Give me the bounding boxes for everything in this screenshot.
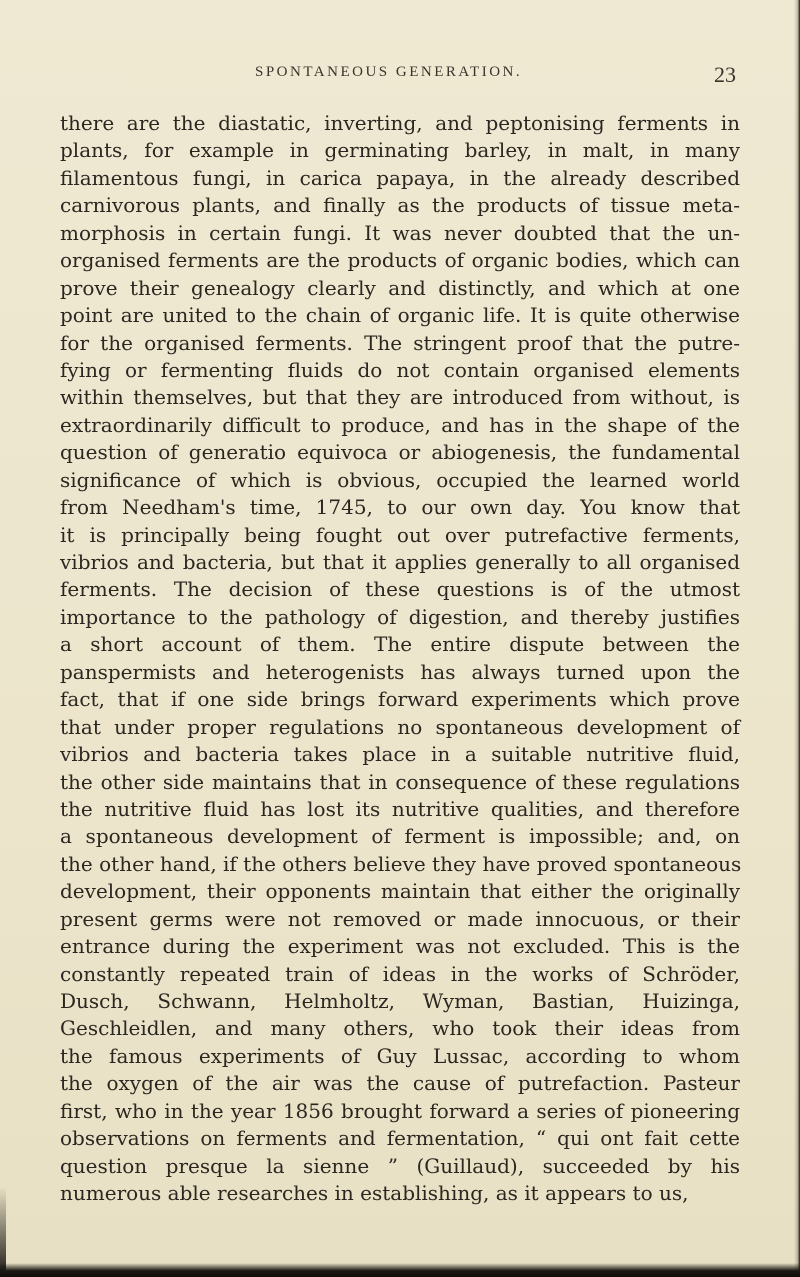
text-line: vibrios and bacteria, but that it applies generally to all organised — [60, 550, 740, 574]
text-line: prove their genealogy clearly and distinctly, and which at one — [60, 275, 740, 300]
page-number: 23 — [714, 62, 736, 87]
text-line: it is principally being fought out over putrefactive ferments, — [60, 522, 740, 547]
text-line: development, their opponents maintain that either the originally — [60, 879, 740, 904]
text-line: question of generatio equivoca or abiogenesis, the fundamental — [60, 440, 740, 465]
text-line: significance of which is obvious, occupied the learned world — [60, 467, 740, 492]
text-line: present germs were not removed or made innocuous, or their — [60, 906, 740, 931]
text-line: organised ferments are the products of organic bodies, which can — [60, 248, 740, 273]
text-line: the other hand, if the others believe they have proved spontaneous — [60, 851, 742, 876]
text-line: ferments. The decision of these questions is of the utmost — [60, 577, 740, 602]
text-line: fact, that if one side brings forward experiments which prove — [60, 687, 740, 712]
text-line: the other side maintains that in consequence of these regulations — [60, 769, 740, 794]
text-line: there are the diastatic, inverting, and peptonising ferments in — [60, 111, 740, 135]
text-line: panspermists and heterogenists has always turned upon the — [60, 659, 740, 684]
text-line: the oxygen of the air was the cause of putrefaction. Pasteur — [60, 1071, 740, 1096]
text-line: importance to the pathology of digestion, and thereby justifies — [60, 604, 740, 629]
text-line: for the organised ferments. The stringent proof that the putre- — [60, 330, 740, 355]
text-line: observations on ferments and fermentation, “ qui ont fait cette — [60, 1126, 740, 1151]
text-line: fying or fermenting fluids do not contain organised elements — [60, 357, 740, 382]
running-title: SPONTANEOUS GENERATION. — [255, 64, 523, 80]
text-line: numerous able researches in establishing, as it appears to us, — [60, 1181, 689, 1206]
text-line: carnivorous plants, and finally as the products of tissue meta- — [60, 193, 740, 218]
text-line: first, who in the year 1856 brought forward a series of pioneering — [60, 1098, 740, 1123]
page-header — [0, 62, 800, 92]
text-line: a short account of them. The entire dispute between the — [60, 632, 740, 657]
page-bottom-shadow — [0, 1263, 800, 1277]
text-line: plants, for example in germinating barley, in malt, in many — [60, 138, 740, 163]
text-line: vibrios and bacteria takes place in a suitable nutritive fluid, — [60, 742, 740, 767]
text-line: the nutritive fluid has lost its nutritive qualities, and therefore — [60, 796, 740, 821]
text-line: extraordinarily difficult to produce, and has in the shape of the — [60, 412, 740, 437]
text-line: morphosis in certain fungi. It was never doubted that the un- — [60, 220, 740, 245]
text-line: within themselves, but that they are introduced from without, is — [60, 385, 740, 410]
body-text — [60, 110, 740, 1208]
text-line: that under proper regulations no spontaneous development of — [60, 714, 740, 739]
text-line: a spontaneous development of ferment is impossible; and, on — [60, 824, 740, 849]
text-line: constantly repeated train of ideas in the works of Schröder, — [60, 961, 740, 986]
text-line: filamentous fungi, in carica papaya, in the already described — [60, 165, 740, 190]
page-edge-shadow — [794, 0, 800, 1277]
text-line: the famous experiments of Guy Lussac, according to whom — [60, 1043, 740, 1068]
text-line: entrance during the experiment was not excluded. This is the — [60, 934, 740, 959]
text-line: Dusch, Schwann, Helmholtz, Wyman, Bastian, Huizinga, — [60, 989, 740, 1013]
text-line: from Needham's time, 1745, to our own day. You know that — [60, 495, 740, 520]
text-line: Geschleidlen, and many others, who took their ideas from — [60, 1016, 740, 1041]
text-line: point are united to the chain of organic life. It is quite otherwise — [60, 303, 740, 328]
text-line: question presque la sienne ” (Guillaud), succeeded by his — [60, 1153, 740, 1178]
